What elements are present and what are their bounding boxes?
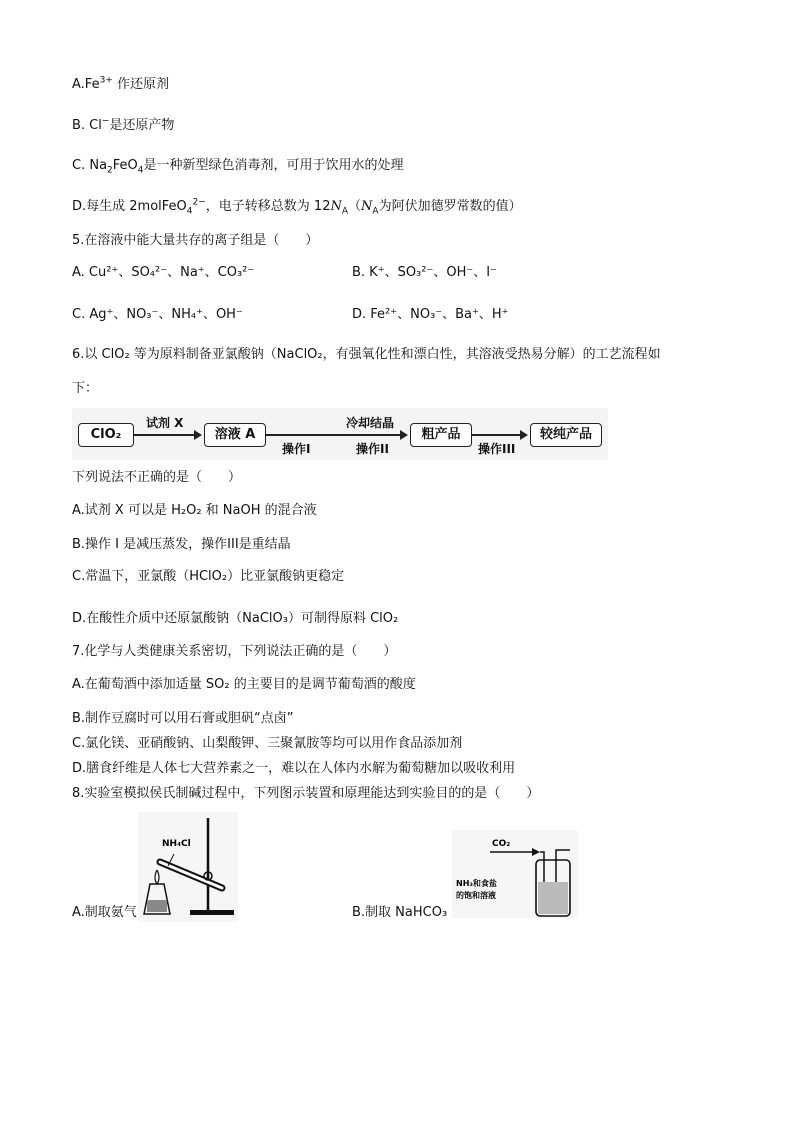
flow-label-cooling: 冷却结晶 [346,416,395,430]
q7-option-d: D.膳食纤维是人体七大营养素之一，难以在人体内水解为葡萄糖加以吸收利用 [72,761,516,776]
q8-option-b: B.制取 NaHCO₃ [352,905,448,920]
q5-stem: 5.在溶液中能大量共存的离子组是（ ） [72,233,319,248]
ammonia-apparatus-figure [138,812,238,922]
q5-option-d: D. Fe²⁺、NO₃⁻、Ba⁺、H⁺ [352,307,509,322]
q6-option-d: D.在酸性介质中还原氯酸钠（NaClO₃）可制得原料 ClO₂ [72,611,399,626]
flow-arrow-1 [134,434,200,436]
flow-box-crude: 粗产品 [410,423,472,447]
flow-arrow-3 [472,434,526,436]
q8-stem: 8.实验室模拟侯氏制碱过程中，下列图示装置和原理能达到实验目的的是（ ） [72,786,540,801]
flow-box-solution-a: 溶液 A [204,423,266,447]
q6-option-c: C.常温下，亚氯酸（HClO₂）比亚氯酸钠更稳定 [72,569,345,584]
flow-arrow-2 [266,434,406,436]
q6-stem-line2: 下： [72,381,99,396]
q5-option-c: C. Ag⁺、NO₃⁻、NH₄⁺、OH⁻ [72,307,243,322]
nahco3-apparatus-figure [452,830,578,918]
flow-box-clo2: ClO₂ [78,423,134,447]
q4-option-b: B. Cl−是还原产物 [72,116,175,133]
q8-option-a: A.制取氨气 [72,905,137,920]
flow-box-pure: 较纯产品 [530,423,602,447]
bottle-solution [538,882,568,914]
flow-label-op1: 操作I [282,442,311,456]
flow-label-op3: 操作III [478,442,516,456]
q7-stem: 7.化学与人类健康关系密切，下列说法正确的是（ ） [72,644,397,659]
solution-label-line2: 的饱和溶液 [456,891,496,900]
q7-option-a: A.在葡萄酒中添加适量 SO₂ 的主要目的是调节葡萄酒的酸度 [72,677,416,692]
q4-option-c: C. $Na_2FeO_4$是一种新型绿色消毒剂，可用于饮用水的处理 [72,158,404,176]
q5-option-b: B. K⁺、SO₃²⁻、OH⁻、I⁻ [352,265,497,280]
flow-label-reagent-x: 试剂 X [146,416,184,430]
q6-question: 下列说法不正确的是（ ） [72,470,242,485]
lamp-liquid [147,900,167,912]
q4-option-a: $A.Fe^{3+}$ 作还原剂 [72,75,169,92]
q6-stem-line1: 6.以 ClO₂ 等为原料制备亚氯酸钠（NaClO₂，有强氧化性和漂白性，其溶液受热易分解）的工艺流程如 [72,347,661,362]
q4-option-d: D.每生成 2molFeO$_4^{2-}$，电子转移总数为 $12N_A(N_A$为阿伏加德罗常数的值） [72,197,522,217]
q7-option-c: C.氯化镁、亚硝酸钠、山梨酸钾、三聚氰胺等均可以用作食品添加剂 [72,736,463,751]
q6-option-a: A.试剂 X 可以是 H₂O₂ 和 NaOH 的混合液 [72,503,317,518]
co2-label: CO₂ [492,839,511,849]
flow-label-op2: 操作II [356,442,389,456]
q6-option-b: B.操作 I 是减压蒸发，操作III是重结晶 [72,537,291,552]
stand-base [190,910,234,915]
solution-label-line1: NH₃和食盐 [456,879,497,888]
q5-option-a: A. Cu²⁺、SO₄²⁻、Na⁺、CO₃²⁻ [72,265,255,280]
figure-a-label: NH₄Cl [162,839,191,849]
q7-option-b: B.制作豆腐时可以用石膏或胆矾“点卤” [72,711,294,726]
